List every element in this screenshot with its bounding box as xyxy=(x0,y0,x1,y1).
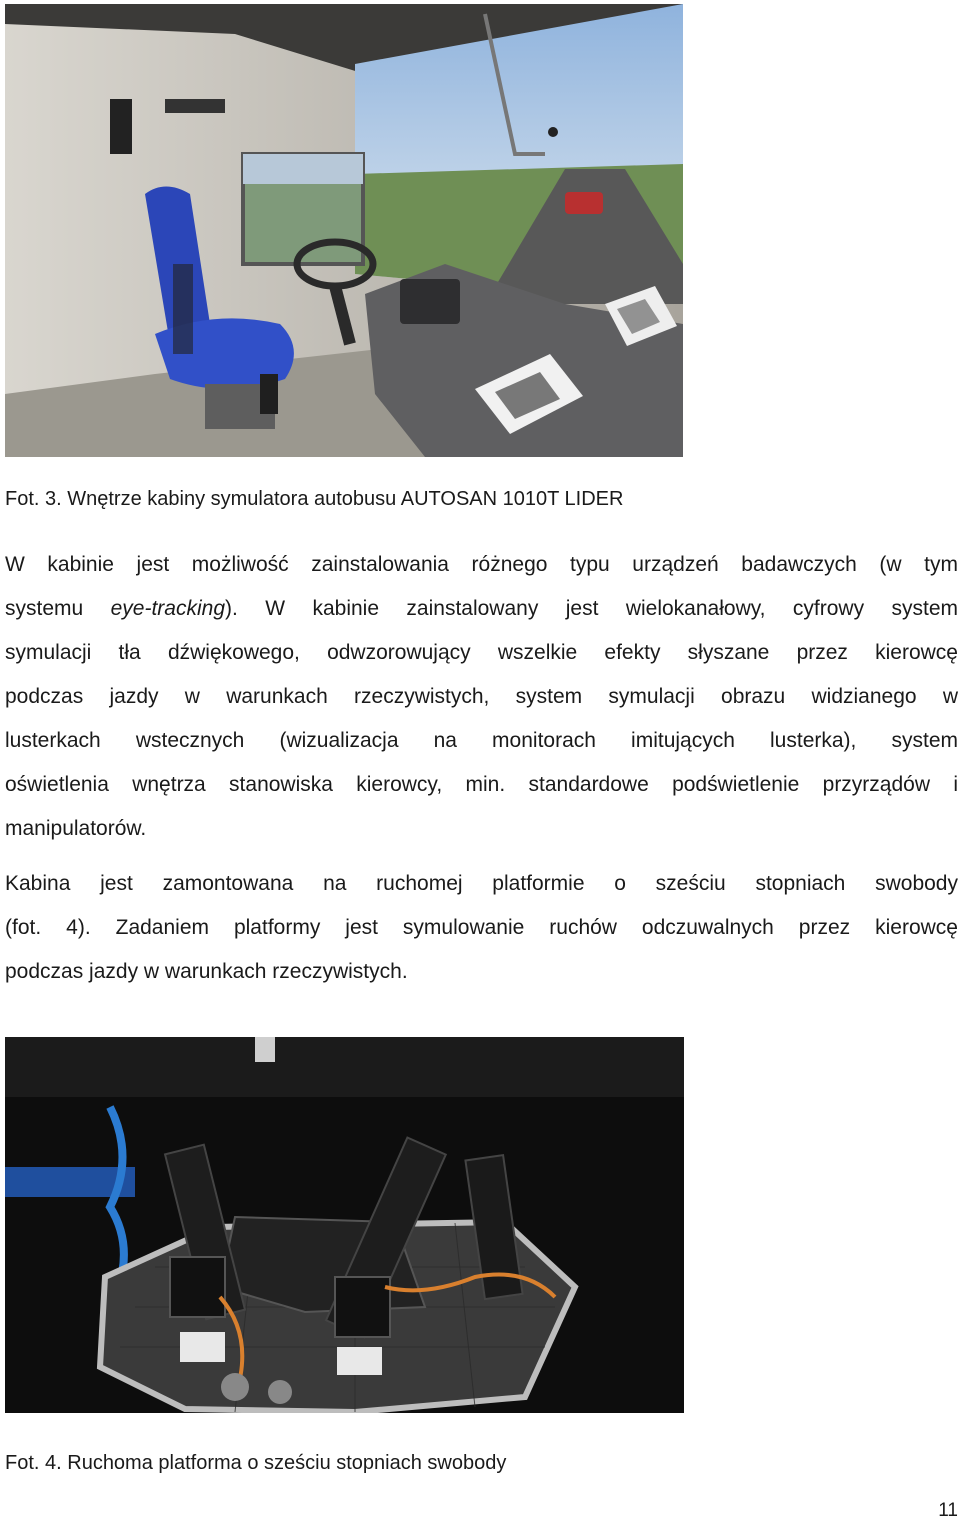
figure-caption-3: Fot. 3. Wnętrze kabiny symulatora autobusu AUTOSAN 1010T LIDER xyxy=(5,488,624,510)
page-number: 11 xyxy=(938,1500,958,1521)
paragraph-line: podczas jazdy w warunkach rzeczywistych. xyxy=(5,960,408,983)
paragraph-line: symulacji tła dźwiękowego, odwzorowujący wszelkie efekty słyszane przez kierowcę xyxy=(5,641,958,664)
paragraph-line: lusterkach wstecznych (wizualizacja na monitorach imitujących lusterka), system xyxy=(5,729,958,752)
motion-platform-photo xyxy=(5,1037,684,1413)
text-run: systemu xyxy=(5,597,111,620)
paragraph-line: W kabinie jest możliwość zainstalowania różnego typu urządzeń badawczych (w tym xyxy=(5,553,958,576)
figure-caption-4: Fot. 4. Ruchoma platforma o sześciu stopniach swobody xyxy=(5,1452,507,1474)
paragraph-line xyxy=(5,587,958,631)
paragraph-line: oświetlenia wnętrza stanowiska kierowcy, min. standardowe podświetlenie przyrządów i xyxy=(5,773,958,796)
paragraph-cabin-equipment xyxy=(5,543,958,851)
text-run: ). W kabinie zainstalowany jest wielokanałowy, cyfrowy system xyxy=(225,597,959,620)
paragraph-line: manipulatorów. xyxy=(5,817,147,840)
paragraph-line: (fot. 4). Zadaniem platformy jest symulowanie ruchów odczuwalnych przez kierowcę xyxy=(5,916,958,939)
virtual-car xyxy=(565,192,603,214)
paragraph-motion-platform xyxy=(5,862,958,994)
paragraph-line: Kabina jest zamontowana na ruchomej platformie o sześciu stopniach swobody xyxy=(5,872,958,895)
cabin-interior-illustration xyxy=(5,4,683,457)
cabin-interior-photo xyxy=(5,4,683,457)
paragraph-line: podczas jazdy w warunkach rzeczywistych, system symulacji obrazu widzianego w xyxy=(5,685,958,708)
italic-term: eye-tracking xyxy=(110,597,225,620)
motion-platform-illustration xyxy=(5,1037,684,1413)
